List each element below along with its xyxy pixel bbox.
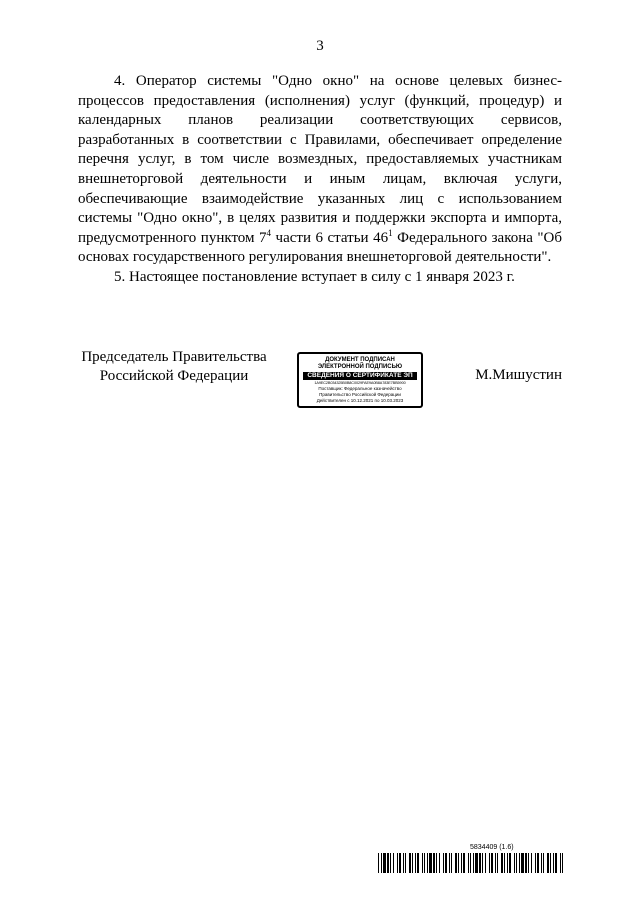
paragraph-4 xyxy=(78,72,562,268)
barcode xyxy=(378,853,564,873)
stamp-validity: Действителен с 10.12.2021 по 10.03.2023 xyxy=(316,398,404,403)
stamp-certificate-band: СВЕДЕНИЯ О СЕРТИФИКАТЕ ЭП xyxy=(303,372,417,380)
signer-title-line2: Российской Федерации xyxy=(99,368,249,384)
stamp-issuer: Поставщик: Федеральное казначейство xyxy=(318,386,402,391)
paragraph-4-part-a: 4. Оператор системы "Одно окно" на основе целевых бизнес-процессов предоставления (исполнения) услуг (функций, процедур) и календарных планов реализации соответствующих сервисов, разработанных в соответствии с Правилами, обеспечивает определение перечня услуг, в том числе возмездных, предоставляемых участникам внешнеторговой деятельности и иным лицам, включая услуги, обеспечивающие взаимодействие указанных лиц с использованием системы "Одно окно", в целях развития и поддержки экспорта и импорта, предусмотренного пунктом 7 xyxy=(78,73,562,246)
document-body xyxy=(78,72,562,288)
electronic-signature-stamp xyxy=(297,352,423,408)
superscript-1: 1 xyxy=(388,227,393,238)
document-code: 5834409 (1.6) xyxy=(470,844,514,851)
page-number: 3 xyxy=(316,38,324,54)
stamp-header-line2: ЭЛЕКТРОННОЙ ПОДПИСЬЮ xyxy=(317,364,403,370)
superscript-4: 4 xyxy=(266,227,272,238)
signer-title xyxy=(76,348,272,386)
stamp-header-line1: ДОКУМЕНТ ПОДПИСАН xyxy=(325,357,395,363)
paragraph-4-part-b: части 6 статьи 46 xyxy=(271,229,389,246)
signer-title-line1: Председатель Правительства xyxy=(81,349,267,365)
stamp-serial: 1A9EC2B034325B0B8C0029FAE9A0B8A783E7BB5900 xyxy=(314,381,406,385)
paragraph-5: 5. Настоящее постановление вступает в силу с 1 января 2023 г. xyxy=(114,268,515,285)
signer-name: М.Мишустин xyxy=(475,367,562,383)
paragraph-4-part-c: Федерального закона "Об основах государственного регулирования внешнеторговой деятельности". xyxy=(78,229,563,266)
stamp-owner: Правительство Российской Федерации xyxy=(319,392,401,397)
